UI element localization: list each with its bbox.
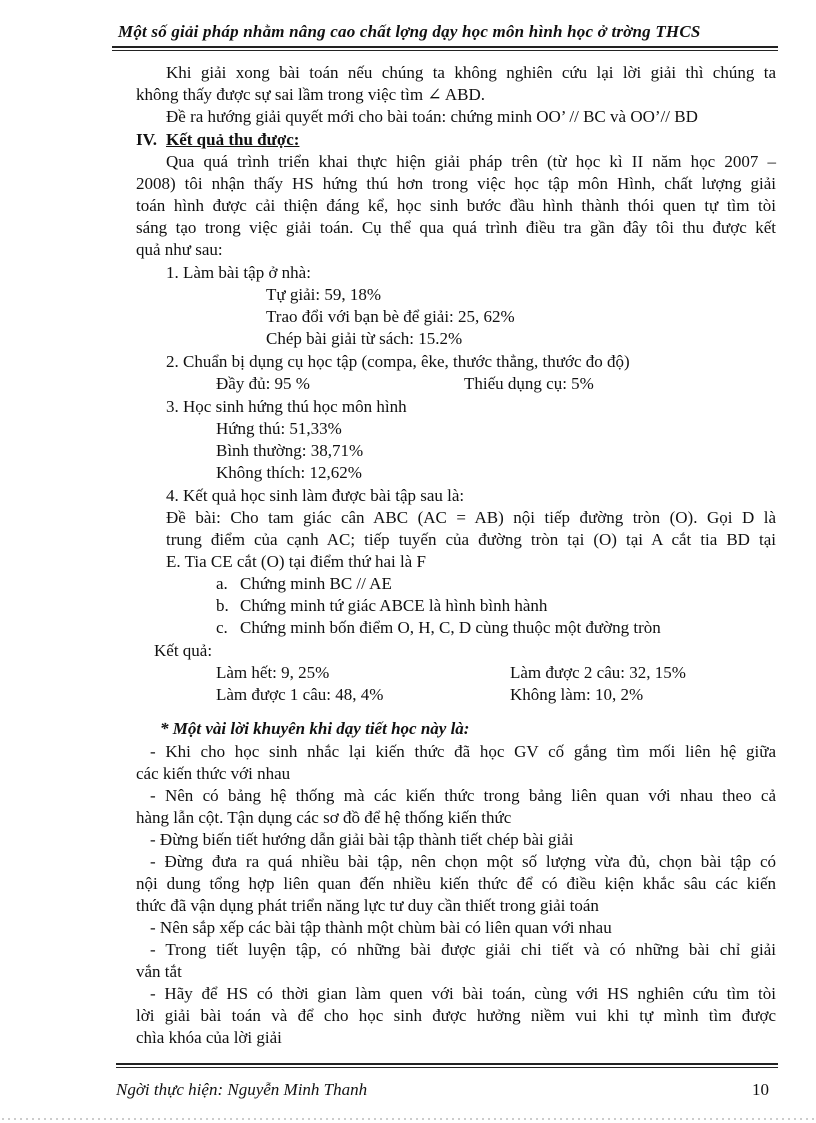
footer-rule-thick bbox=[116, 1063, 778, 1065]
advice-7-line-3: chìa khóa của lời giải bbox=[136, 1028, 282, 1047]
result-2-missing: Thiếu dụng cụ: 5% bbox=[464, 374, 594, 393]
advice-7-line-1: - Hãy để HS có thời gian làm quen với bài toán, cùng với HS nghiên cứu tìm tòi bbox=[150, 984, 776, 1003]
bottom-dotted-border bbox=[0, 1118, 816, 1120]
result-1-copy: Chép bài giải từ sách: 15.2% bbox=[266, 329, 463, 348]
advice-4-line-2: nội dung tổng hợp liên quan đến nhiều kiến thức để có điều kiện khắc sâu các kiến bbox=[136, 874, 776, 893]
section-para-line-4: sáng tạo trong việc giải toán. Cụ thể qua quá trình điều tra gần đây tôi thu được kết bbox=[136, 218, 776, 237]
result-2-full: Đầy đủ: 95 % bbox=[216, 374, 310, 393]
result-item-4: 4. Kết quả học sinh làm được bài tập sau là: bbox=[166, 486, 465, 505]
sub-question-a-label: a. bbox=[216, 574, 228, 593]
section-para-line-5: quả như sau: bbox=[136, 240, 223, 259]
advice-4-line-3: thức đã vận dụng phát triển năng lực tư duy cần thiết trong giải toán bbox=[136, 896, 599, 915]
running-header: Một số giải pháp nhằm nâng cao chất lợng dạy học môn hình học ở trờng THCS bbox=[118, 22, 701, 41]
advice-1-line-1: - Khi cho học sinh nhắc lại kiến thức đã học GV cố gắng tìm mối liên hệ giữa bbox=[150, 742, 776, 761]
result-item-3: 3. Học sinh hứng thú học môn hình bbox=[166, 397, 407, 416]
sub-question-c-label: c. bbox=[216, 618, 228, 637]
advice-3: - Đừng biến tiết hướng dẫn giải bài tập thành tiết chép bài giải bbox=[150, 830, 574, 849]
outcome-two-done: Làm được 2 câu: 32, 15% bbox=[510, 663, 686, 682]
result-item-2: 2. Chuẩn bị dụng cụ học tập (compa, êke, thước thẳng, thước đo độ) bbox=[166, 352, 630, 371]
result-3-normal: Bình thường: 38,71% bbox=[216, 441, 364, 460]
result-1-self-solve: Tự giải: 59, 18% bbox=[266, 285, 381, 304]
advice-4-line-1: - Đừng đưa ra quá nhiều bài tập, nên chọn một số lượng vừa đủ, chọn bài tập có bbox=[150, 852, 776, 871]
intro-line-2: không thấy được sự sai lầm trong việc tìm ∠ ABD. bbox=[136, 85, 486, 104]
outcome-all-done: Làm hết: 9, 25% bbox=[216, 663, 330, 682]
problem-line-1: Đề bài: Cho tam giác cân ABC (AC = AB) nội tiếp đường tròn (O). Gọi D là bbox=[166, 508, 776, 527]
sub-question-b-label: b. bbox=[216, 596, 229, 615]
result-1-peer-discuss: Trao đổi với bạn bè để giải: 25, 62% bbox=[266, 307, 515, 326]
page-number: 10 bbox=[752, 1080, 769, 1099]
advice-2-line-1: - Nên có bảng hệ thống mà các kiến thức trong bảng liên quan với nhau theo cả bbox=[150, 786, 776, 805]
result-item-1: 1. Làm bài tập ở nhà: bbox=[166, 263, 311, 282]
advice-6-line-2: vắn tắt bbox=[136, 962, 182, 981]
advice-7-line-2: lời giải bài toán và để cho học sinh được hưởng niềm vui khi tự mình tìm được bbox=[136, 1006, 776, 1025]
header-rule-thick bbox=[112, 46, 778, 48]
section-para-line-1: Qua quá trình triển khai thực hiện giải pháp trên (từ học kì II năm học 2007 – bbox=[166, 152, 776, 171]
advice-2-line-2: hàng lẫn cột. Tận dụng các sơ đồ để hệ thống kiến thức bbox=[136, 808, 512, 827]
advice-6-line-1: - Trong tiết luyện tập, có những bài được giải chi tiết và có những bài chỉ giải bbox=[150, 940, 776, 959]
outcome-label: Kết quả: bbox=[154, 641, 213, 660]
section-number: IV. bbox=[136, 130, 157, 149]
advice-1-line-2: các kiến thức với nhau bbox=[136, 764, 291, 783]
advice-5: - Nên sắp xếp các bài tập thành một chùm bài có liên quan với nhau bbox=[150, 918, 612, 937]
sub-question-c: Chứng minh bốn điểm O, H, C, D cùng thuộc một đường tròn bbox=[240, 618, 661, 637]
sub-question-b: Chứng minh tứ giác ABCE là hình bình hành bbox=[240, 596, 548, 615]
result-3-interested: Hứng thú: 51,33% bbox=[216, 419, 342, 438]
section-para-line-3: toán hình được cải thiện đáng kể, học sinh bước đầu hình thành thói quen tự tìm tòi bbox=[136, 196, 776, 215]
problem-line-3: E. Tia CE cắt (O) tại điểm thứ hai là F bbox=[166, 552, 426, 571]
advice-heading: * Một vài lời khuyên khi dạy tiết học này là: bbox=[160, 719, 470, 738]
footer-rule-thin bbox=[116, 1067, 778, 1068]
sub-question-a: Chứng minh BC // AE bbox=[240, 574, 392, 593]
intro-line-1: Khi giải xong bài toán nếu chúng ta không nghiên cứu lại lời giải thì chúng ta bbox=[166, 63, 776, 82]
section-para-line-2: 2008) tôi nhận thấy HS hứng thú hơn trong việc học tập môn Hình, chất lượng giải bbox=[136, 174, 776, 193]
intro-line-3: Đề ra hướng giải quyết mới cho bài toán: chứng minh OO’ // BC và OO’// BD bbox=[166, 107, 698, 126]
problem-line-2: trung điểm của cạnh AC; tiếp tuyến của đường tròn tại (O) tại A cắt tia BD tại bbox=[166, 530, 776, 549]
outcome-none: Không làm: 10, 2% bbox=[510, 685, 644, 704]
section-title: Kết quả thu được: bbox=[166, 130, 300, 149]
header-rule-thin bbox=[112, 50, 778, 51]
outcome-one-done: Làm được 1 câu: 48, 4% bbox=[216, 685, 384, 704]
footer-author: Ngời thực hiện: Nguyễn Minh Thanh bbox=[116, 1080, 368, 1099]
result-3-dislike: Không thích: 12,62% bbox=[216, 463, 362, 482]
